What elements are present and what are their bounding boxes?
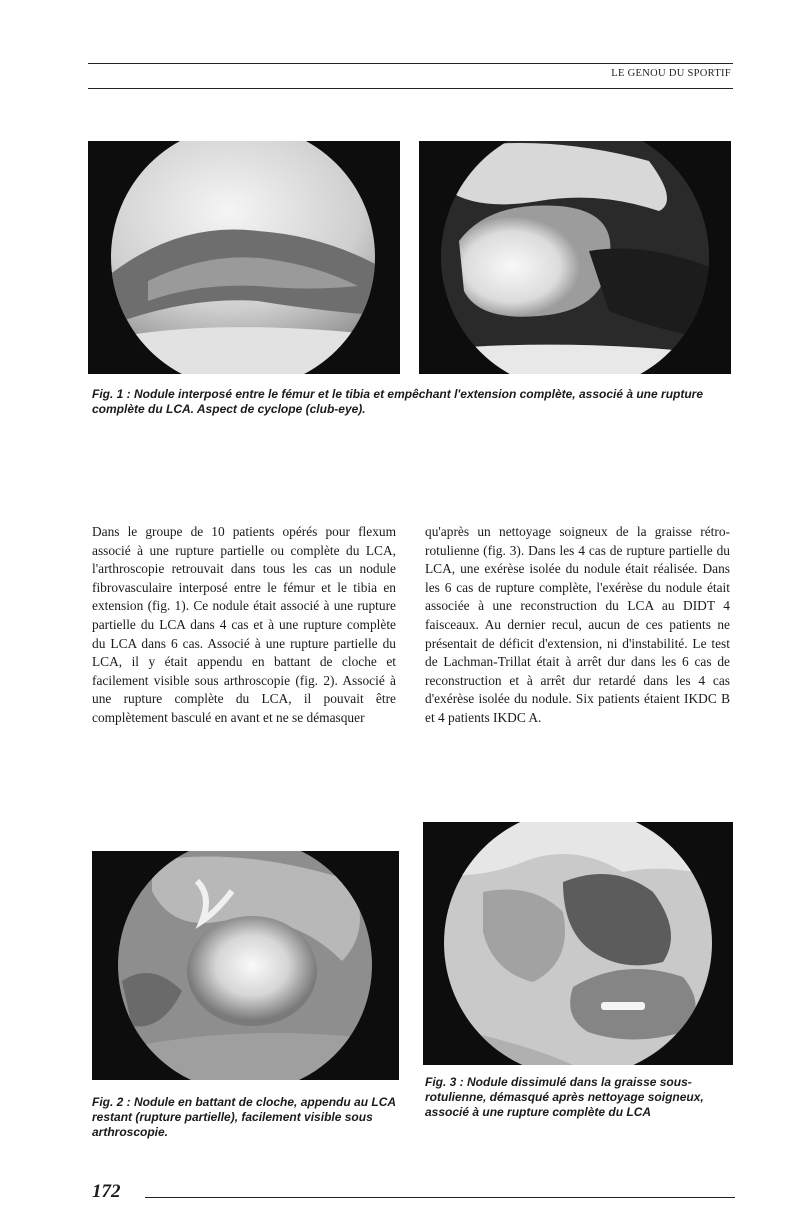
fig2-caption: [92, 1095, 399, 1140]
fig1-photo-right: [419, 141, 731, 374]
fig3-photo: [423, 822, 733, 1065]
fig1-caption-text: Nodule interposé entre le fémur et le tibia et empêchant l'extension complète, associé à une rupture complète du LCA. Aspect de cyclope (club-eye).: [92, 387, 704, 416]
header-rule-bottom: [88, 88, 733, 89]
running-title: LE GENOU DU SPORTIF: [611, 68, 731, 79]
fig1-photo-left: [88, 141, 400, 374]
fig3-caption-text: Nodule dissimulé dans la graisse sous-rotulienne, démasqué après nettoyage soigneux, associé à une rupture complète du LCA: [425, 1075, 704, 1119]
page-number: 172: [92, 1181, 121, 1202]
fig3-caption-prefix: Fig. 3 :: [425, 1075, 464, 1089]
fig1-caption-prefix: Fig. 1 :: [92, 387, 131, 401]
fig2-photo: [92, 851, 399, 1080]
header-rule-top: [88, 63, 733, 64]
fig1-caption: [92, 387, 732, 417]
body-column-right: qu'après un nettoyage soigneux de la graisse rétro-rotulienne (fig. 3). Dans les 4 cas de rupture partielle du LCA, une exérèse isolée du nodule était réalisée. Dans les 6 cas de rupture complète, l'exérèse du nodule était associée à une reconstruction du LCA au DIDT 4 faisceaux. Au dernier recul, aucun de ces patients ne présentait de déficit d'extension, ni d'instabilité. Le test de Lachman-Trillat était à arrêt dur dans les 6 cas de reconstruction et à arrêt dur retardé dans les 4 cas d'exérèse isolée du nodule. Six patients étaient IKDC B et 4 patients IKDC A.: [425, 524, 730, 725]
fig3-caption: [425, 1075, 732, 1120]
body-column-left: Dans le groupe de 10 patients opérés pour flexum associé à une rupture partielle ou complète du LCA, l'arthroscopie retrouvait dans tous les cas un nodule fibrovasculaire interposé entre le fémur et le tibia en extension (fig. 1). Ce nodule était associé à une rupture partielle du LCA dans 4 cas et à une rupture complète du LCA dans 6 cas. Associé à une rupture partielle du LCA, il y était appendu en battant de cloche et facilement visible sous arthroscopie (fig. 2). Associé à une rupture complète du LCA, il pouvait être complètement basculé en avant et ne se démasquer: [92, 524, 396, 725]
footer-rule: [145, 1197, 735, 1198]
fig2-caption-text: Nodule en battant de cloche, appendu au LCA restant (rupture partielle), facilement visible sous arthroscopie.: [92, 1095, 396, 1139]
fig2-caption-prefix: Fig. 2 :: [92, 1095, 131, 1109]
